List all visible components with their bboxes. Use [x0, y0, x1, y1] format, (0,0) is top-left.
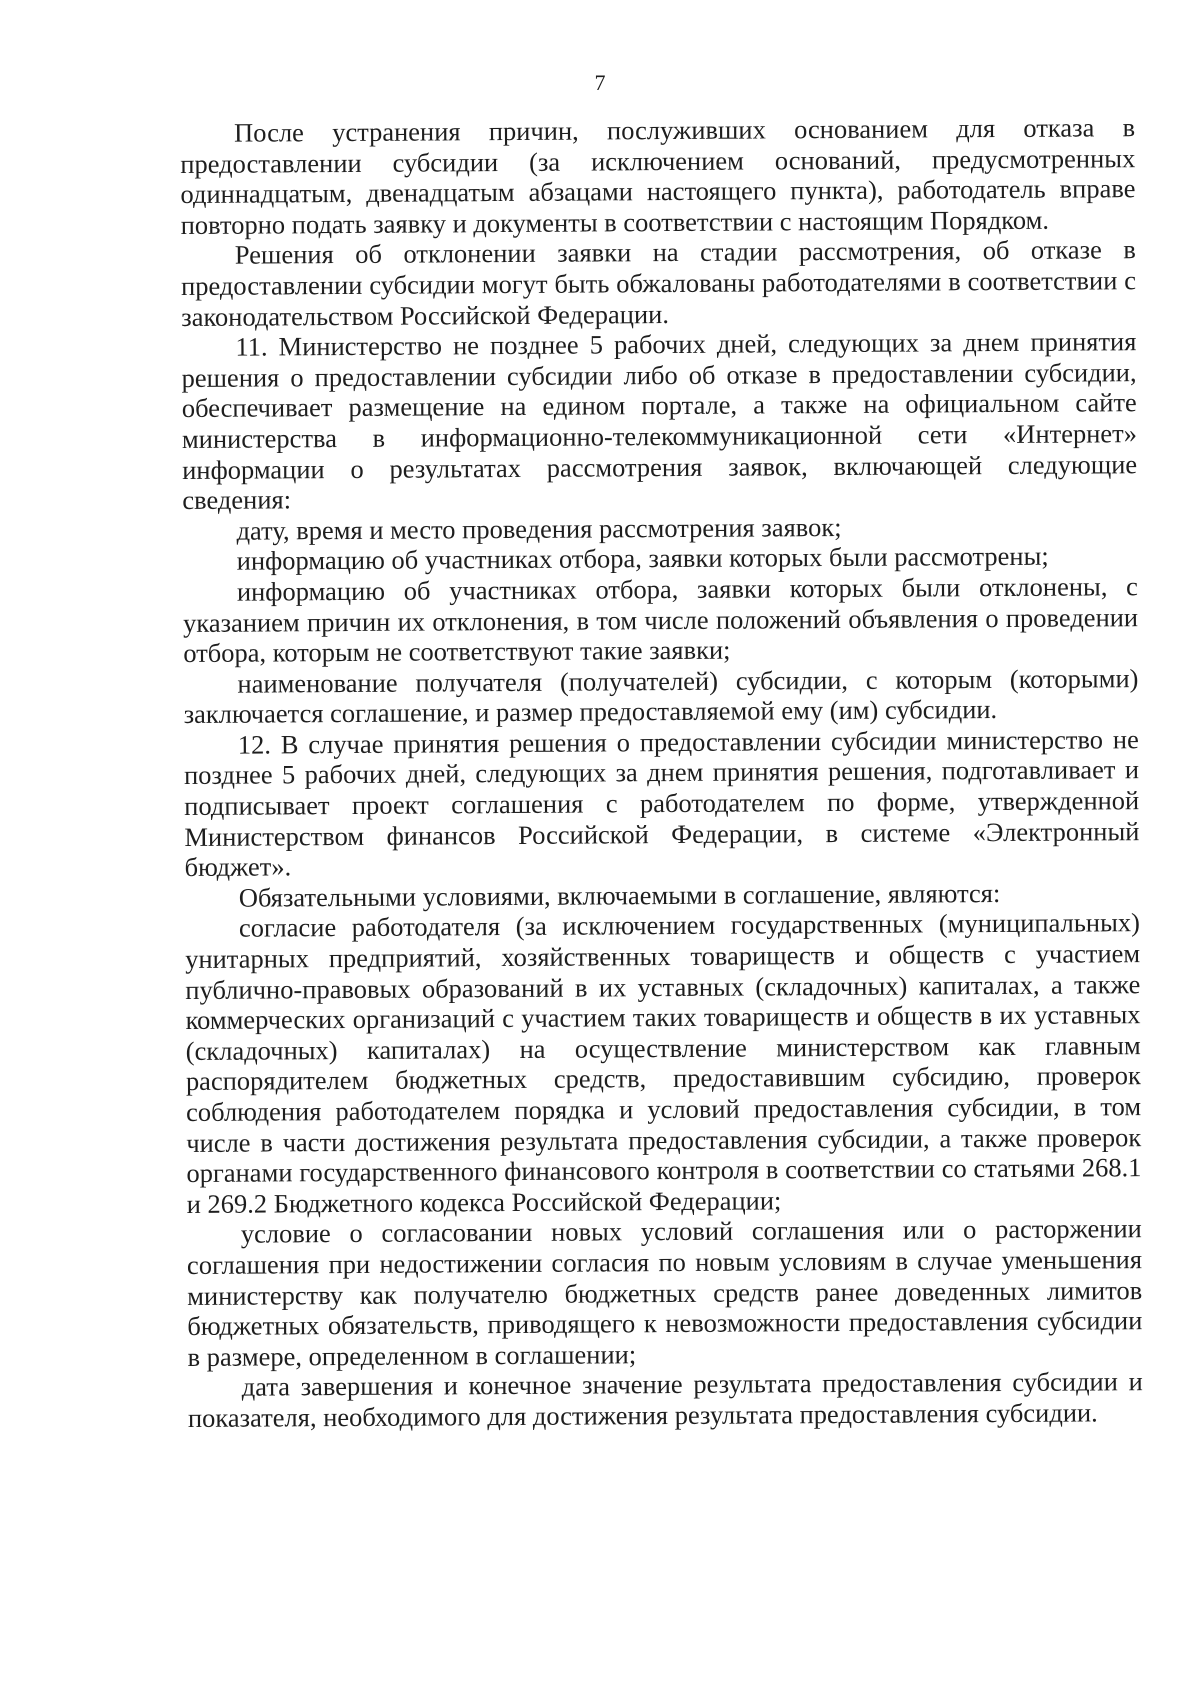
list-item-rejected-participants: информацию об участниках отбора, заявки которых были отклонены, с указанием причин их отклонения, в том числе положений объявления о проведении отбора, которым не соответствуют такие заявки; — [182, 571, 1139, 669]
paragraph-appeal: Решения об отклонении заявки на стадии рассмотрения, об отказе в предоставлении субсидии могут быть обжалованы работодателями в соответствии с законодательством Российской Федерации. — [180, 234, 1137, 332]
page-number: 7 — [594, 70, 606, 95]
list-item-reviewed-participants: информацию об участниках отбора, заявки которых были рассмотрены; — [236, 541, 1049, 576]
list-item-recipients: наименование получателя (получателей) субсидии, с которым (которыми) заключается соглашение, и размер предоставляемой ему (им) субсидии. — [183, 662, 1139, 730]
condition-employer-consent: согласие работодателя (за исключением государственных (муниципальных) унитарных предприятий, хозяйственных товариществ и обществ с участием публично-правовых образований в их уставных (складочных) капиталах, а также коммерческих организаций с участием таких товариществ и обществ в их уставных (складочных) капиталах) на осуществление министерством как главным распорядителем бюджетных средств, предоставившим субсидию, проверок соблюдения работодателем порядка и условий предоставления субсидии, в том числе в части достижения результата предоставления субсидии, а также проверок органами государственного финансового контроля в соответствии со статьями 268.1 и 269.2 Бюджетного кодекса Российской Федерации; — [185, 907, 1142, 1219]
condition-agreement-changes: условие о согласовании новых условий соглашения или о расторжении соглашения при недостижении согласия по новым условиям в случае уменьшения министерству как получателю бюджетных средств ранее доведенных лимитов бюджетных обязательств, приводящего к невозможности предоставления субсидии в размере, определенном в соглашении; — [186, 1213, 1143, 1372]
paragraph-mandatory-conditions: Обязательными условиями, включаемыми в соглашение, являются: — [238, 877, 1001, 913]
paragraph-12-agreement: 12. В случае принятия решения о предоставлении субсидии министерство не позднее 5 рабочих дней, следующих за днем принятия решения, подготавливает и подписывает проект соглашения с работодателем по форме, утвержденной Министерством финансов Российской Федерации, в системе «Электронный бюджет». — [183, 724, 1140, 883]
paragraph-resubmission: После устранения причин, послуживших основанием для отказа в предоставлении субсидии (за исключением оснований, предусмотренных одиннадцатым, двенадцатым абзацами настоящего пункта), работодатель вправе повторно подать заявку и документы в соответствии с настоящим Порядком. — [180, 112, 1136, 240]
condition-result-deadline: дата завершения и конечное значение результата предоставления субсидии и показателя, необходимого для достижения результата предоставления субсидии. — [187, 1366, 1143, 1433]
list-item-date-time-place: дату, время и место проведения рассмотрения заявок; — [236, 511, 842, 546]
paragraph-11-publication: 11. Министерство не позднее 5 рабочих дней, следующих за днем принятия решения о предоставлении субсидии либо об отказе в предоставлении субсидии, обеспечивает размещение на едином портале, а также на официальном сайте министерства в информационно-телекоммуникационной сети «Интернет» информации о результатах рассмотрения заявок, включающей следующие сведения: — [181, 326, 1138, 516]
document-body — [180, 112, 1143, 1433]
